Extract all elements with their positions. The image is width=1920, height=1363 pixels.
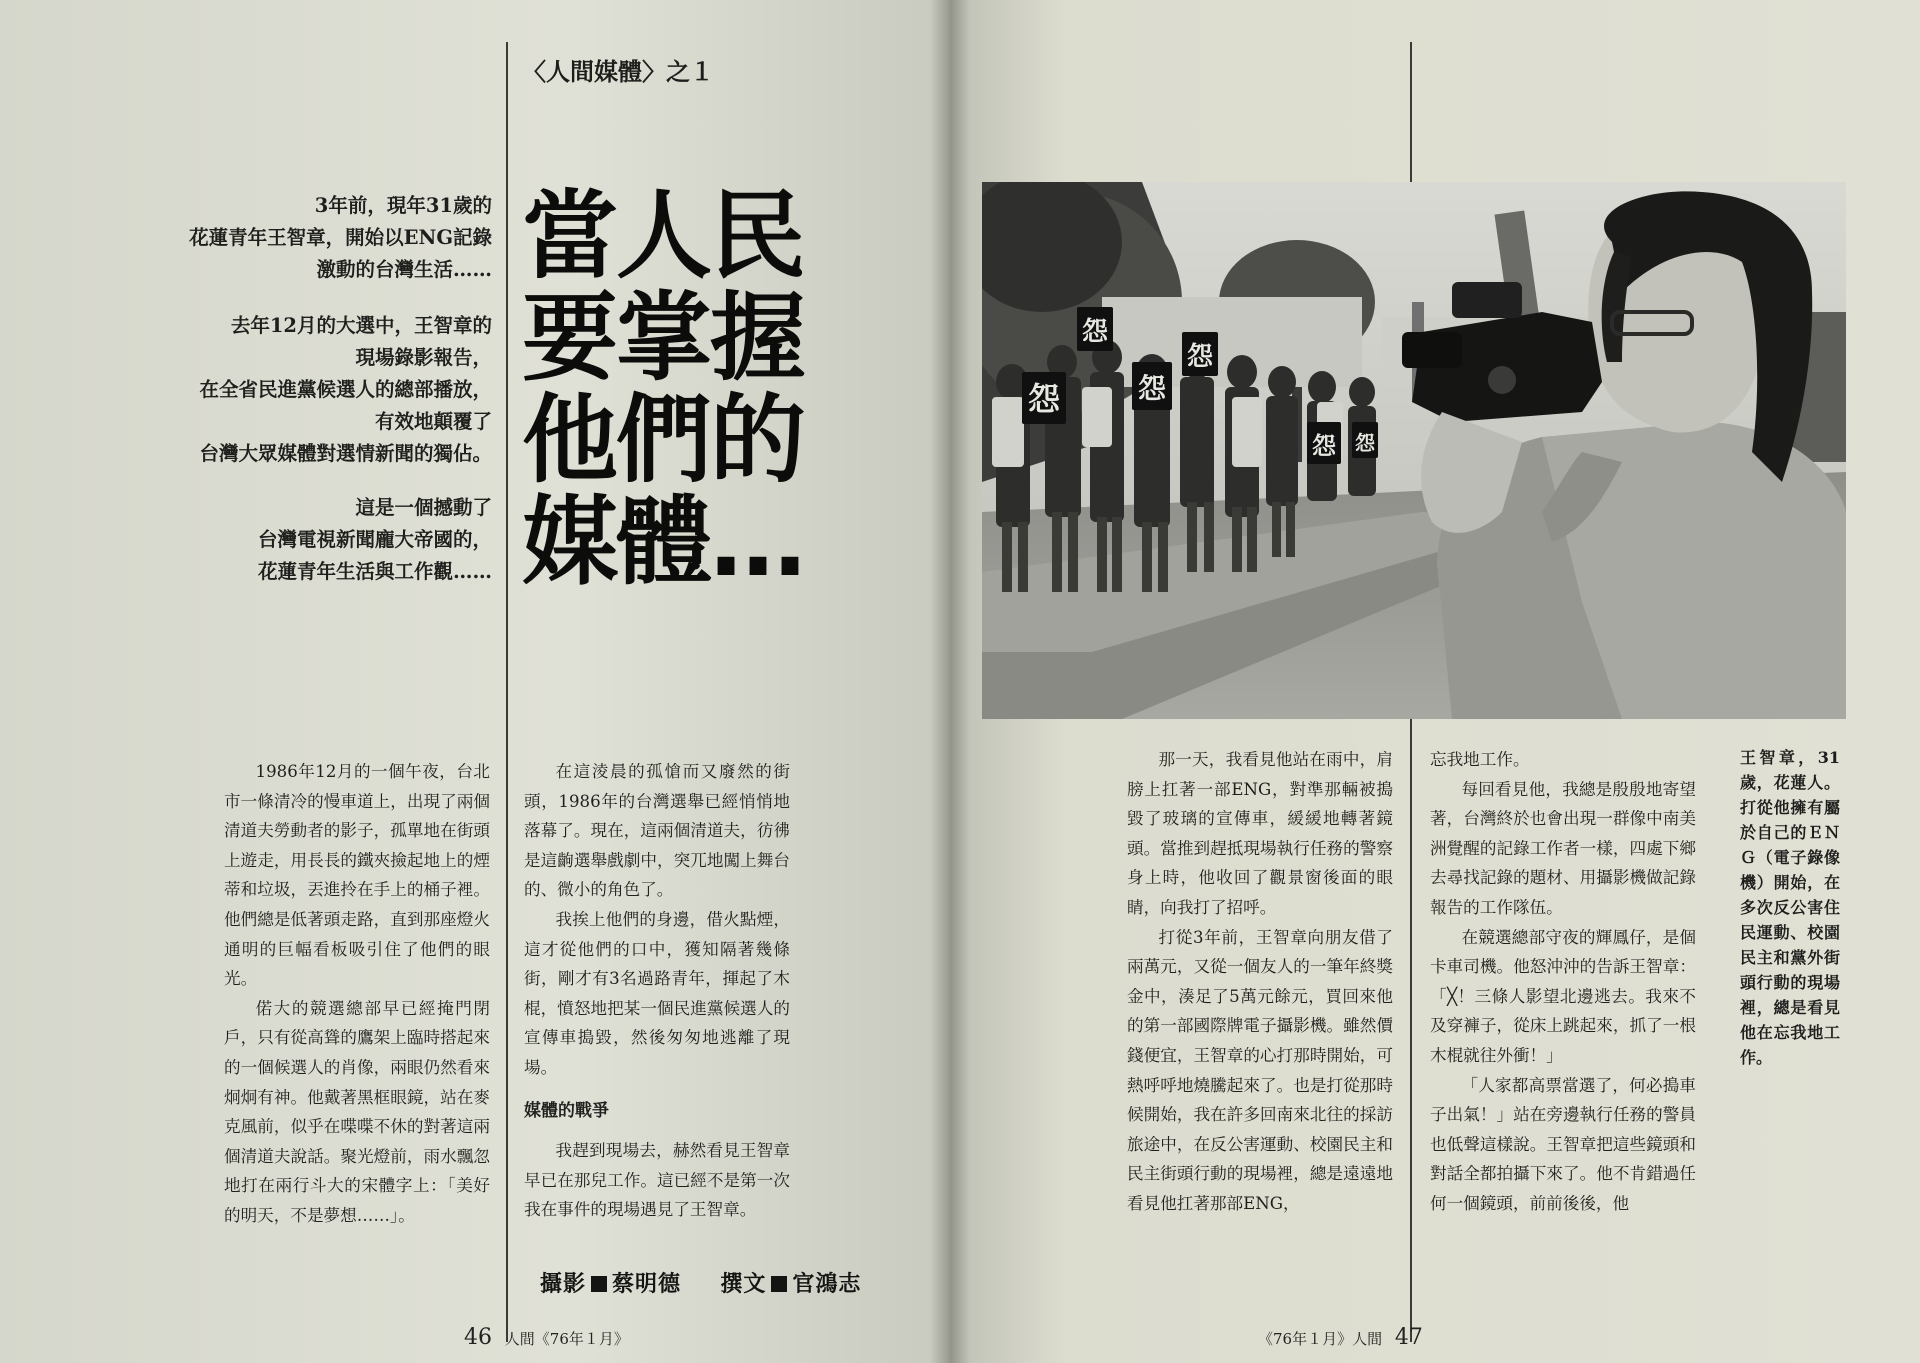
intro-line: 有效地顛覆了: [374, 410, 492, 433]
intro-line: 在全省民進黨候選人的總部播放，: [199, 378, 492, 401]
intro-block-3: [112, 492, 492, 588]
protest-sign-text: 怨: [1027, 380, 1061, 418]
photo-cameraman-protest: [982, 182, 1846, 719]
magazine-issue: 人間《76年１月》: [504, 1330, 629, 1348]
byline: [540, 1267, 861, 1298]
paragraph: 那一天，我看見他站在雨中，肩膀上扛著一部ENG，對準那輛被搗毀了玻璃的宣傳車，緩緩地轉著鏡頭。當推到趕抵現場執行任務的警察身上時，他收回了觀景窗後面的眼睛，向我打了招呼。: [1127, 750, 1393, 917]
intro-line: 這是一個撼動了: [355, 496, 492, 519]
headline-line: 要掌握: [522, 282, 804, 394]
folio-right: [1258, 1325, 1431, 1350]
paragraph: 每回看見他，我總是殷殷地寄望著，台灣終於也會出現一群像中南美洲覺醒的記錄工作者一樣，四處下鄉去尋找記錄的題材、用攝影機做記錄報告的工作隊伍。: [1430, 779, 1696, 917]
paragraph: 我趕到現場去，赫然看見王智章早已在那兒工作。這已經不是第一次我在事件的現場遇見了王智章。: [524, 1141, 790, 1220]
magazine-issue: 《76年１月》人間: [1258, 1330, 1383, 1348]
protest-sign-text: 怨: [1081, 317, 1109, 347]
body-column-1: [224, 757, 490, 1231]
paragraph: 我挨上他們的身邊，借火點煙，這才從他們的口中，獲知隔著幾條街，剛才有3名過路青年，揮起了木棍，憤怒地把某一個民進黨候選人的宣傳車搗毀，然後匆匆地逃離了現場。: [524, 909, 790, 1077]
body-column-3: [1127, 745, 1393, 1219]
intro-line: 花蓮青年生活與工作觀……: [257, 560, 492, 583]
photo-caption: 王智章，31歲，花蓮人。打從他擁有屬於自己的ＥＮＧ（電子錄像機）開始，在多次反公害住民運動、校園民主和黨外街頭行動的現場裡，總是看見他在忘我地工作。: [1740, 748, 1840, 1067]
square-bullet-icon: [771, 1276, 787, 1292]
paragraph: 忘我地工作。: [1430, 750, 1530, 769]
column-rule: [506, 42, 508, 1342]
page-number: 47: [1394, 1325, 1423, 1350]
intro-block-2: [112, 310, 492, 470]
paragraph: 打從3年前，王智章向朋友借了兩萬元，又從一個友人的一筆年終獎金中，湊足了5萬元餘元，買回來他的第一部國際牌電子攝影機。雖然價錢便宜，王智章的心打那時開始，可熱呼呼地燒騰起來了。也是打從那時候開始，我在許多回南來北往的採訪旅途中，在反公害運動、校園民主和民主街頭行動的現場裡，總是遠遠地看見他扛著那部ENG，: [1127, 927, 1393, 1213]
protest-sign-text: 怨: [1312, 432, 1336, 460]
intro-line: 激動的台灣生活……: [316, 258, 492, 281]
series-label: 〈人間媒體〉之１: [522, 58, 714, 86]
headline-line: 他們的: [522, 384, 804, 496]
protest-sign-text: 怨: [1186, 342, 1214, 372]
credit-name: 蔡明德: [612, 1272, 682, 1297]
intro-line: 去年12月的大選中，王智章的: [230, 314, 492, 337]
spine-gutter: [930, 0, 970, 1363]
headline-line: 媒體…: [522, 486, 804, 598]
left-page: [0, 0, 950, 1363]
page-number: 46: [464, 1325, 492, 1350]
intro-line: 台灣電視新聞龐大帝國的，: [257, 528, 492, 551]
section-subhead: 媒體的戰爭: [524, 1100, 609, 1121]
body-column-2: [524, 757, 790, 1225]
paragraph: 在競選總部守夜的輝鳳仔，是個卡車司機。他怒沖沖的告訴王智章：「╳！三條人影望北邊逃去。我來不及穿褲子，從床上跳起來，抓了一根木棍就往外衝！」: [1430, 927, 1696, 1065]
intro-line: 花蓮青年王智章，開始以ENG記錄: [189, 226, 492, 249]
headline-line: 當人民: [522, 180, 804, 292]
intro-block-1: [112, 190, 492, 286]
intro-line: 台灣大眾媒體對選情新聞的獨佔。: [199, 442, 492, 465]
folio-left: [456, 1325, 629, 1350]
news-photo: [982, 182, 1846, 719]
paragraph: 在這淩晨的孤愴而又廢然的街頭，1986年的台灣選舉已經悄悄地落幕了。現在，這兩個清道夫，彷彿是這齣選舉戲劇中，突兀地闖上舞台的、微小的角色了。: [524, 762, 790, 900]
credit-role: 攝影: [540, 1272, 587, 1297]
credit-name: 官鴻志: [792, 1272, 862, 1297]
credit-role: 撰文: [720, 1272, 767, 1297]
paragraph: 「人家都高票當選了，何必搗車子出氣！」站在旁邊執行任務的警員也低聲這樣說。王智章把這些鏡頭和對話全都拍攝下來了。他不肯錯過任何一個鏡頭，前前後後，他: [1430, 1075, 1696, 1213]
body-column-4: [1430, 745, 1696, 1219]
protest-sign-text: 怨: [1137, 372, 1167, 405]
paragraph: 1986年12月的一個午夜，台北市一條清冷的慢車道上，出現了兩個清道夫勞動者的影子，孤單地在街頭上遊走，用長長的鐵夾撿起地上的煙蒂和垃圾，丟進拎在手上的桶子裡。他們總是低著頭走路，直到那座燈火通明的巨幅看板吸引住了他們的眼光。: [224, 762, 490, 989]
headline: [522, 180, 882, 598]
square-bullet-icon: [591, 1276, 607, 1292]
protest-sign-text: 怨: [1355, 431, 1375, 455]
intro-line: 3年前，現年31歲的: [314, 194, 492, 217]
paragraph: 偌大的競選總部早已經掩門閉戶，只有從高聳的鷹架上臨時搭起來的一個候選人的肖像，兩眼仍然看來炯炯有神。他戴著黑框眼鏡，站在麥克風前，似乎在喋喋不休的對著這兩個清道夫說話。聚光燈前，雨水飄忽地打在兩行斗大的宋體字上：「美好的明天，不是夢想……」。: [224, 998, 490, 1225]
intro-line: 現場錄影報告，: [355, 346, 492, 369]
